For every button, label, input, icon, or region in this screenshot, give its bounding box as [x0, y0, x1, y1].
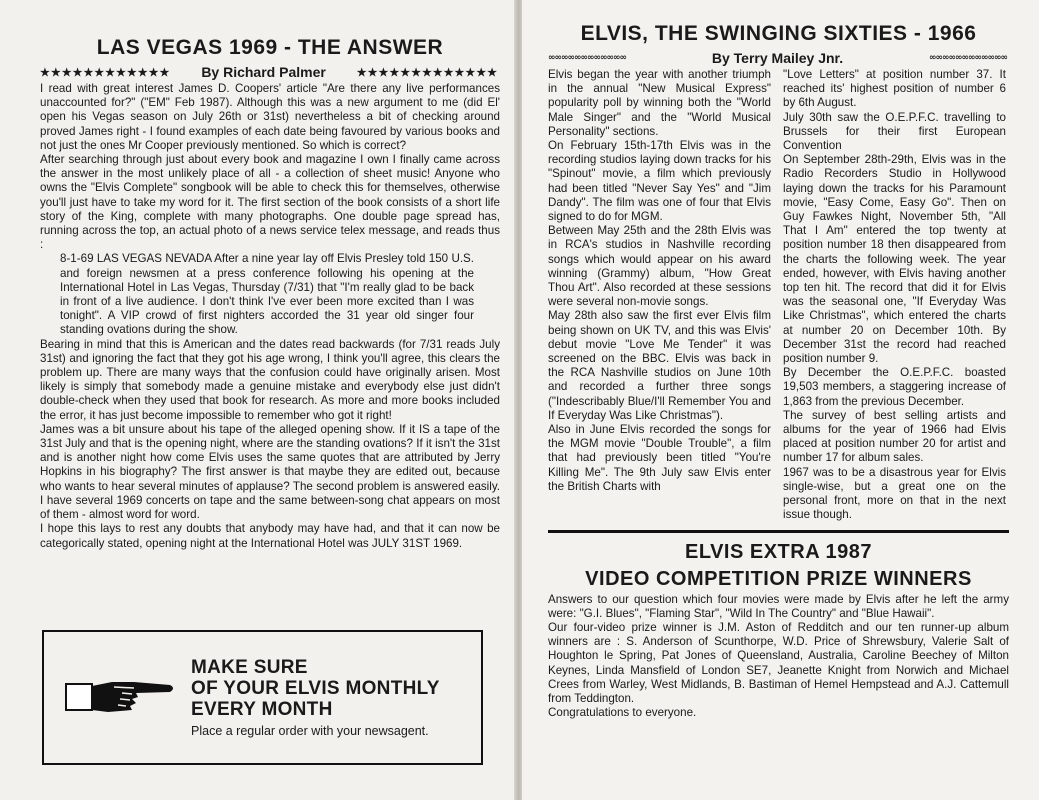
- paragraph: The survey of best selling artists and albums for the year of 1966 had Elvis placed at position number 20 for artist and number 17 for album sales.: [783, 408, 1006, 465]
- stars-decoration-right: ★★★★★★★★★★★★★: [356, 66, 498, 79]
- paragraph: I hope this lays to rest any doubts that anybody may have had, and that it can now be categorically stated, opening night at the International Hotel was JULY 31ST 1969.: [40, 522, 500, 550]
- section-divider: [548, 530, 1009, 533]
- article-title-las-vegas: LAS VEGAS 1969 - THE ANSWER: [96, 36, 444, 59]
- paragraph: Also in June Elvis recorded the songs for the MGM movie "Double Trouble", a film that had previously been titled "You're Killing Me". The 9th July saw Elvis enter the British Charts with: [548, 423, 771, 493]
- byline-row-left: [40, 64, 498, 80]
- competition-subtitle: VIDEO COMPETITION PRIZE WINNERS: [585, 567, 972, 590]
- right-page: [522, 0, 1039, 800]
- telex-quote: 8-1-69 LAS VEGAS NEVADA After a nine year lay off Elvis Presley told 150 U.S. and foreign newsmen at a press conference following his opening at the International Hotel in Las Vegas, Thursday (7/31) that "I'm really glad to be back in front of a live audience. I don't think I've ever been more excited than I was tonight". A VIP crowd of first nighters accorded the 31 year old singer four standing ovations during the show.: [60, 252, 474, 337]
- paragraph: 1967 was to be a disastrous year for Elvis single-wise, but a great one on the personal front, more on that in the next issue though.: [783, 465, 1006, 522]
- paragraph: Elvis began the year with another triumph in the annual "New Musical Express" popularity poll by winning both the "World Male Singer" and the "World Musical Personality" sections.: [548, 68, 771, 138]
- squiggle-decoration-right: ∞∞∞∞∞∞∞∞∞∞∞∞: [929, 53, 1007, 63]
- ad-subtext: Place a regular order with your newsagent.: [191, 724, 429, 738]
- stars-decoration-left: ★★★★★★★★★★★★: [40, 66, 171, 79]
- byline-row-right: [548, 50, 1007, 66]
- advertisement-box: [42, 630, 483, 765]
- article-columns: [548, 68, 1009, 523]
- ad-headline: [191, 657, 440, 720]
- competition-title: ELVIS EXTRA 1987: [685, 540, 872, 563]
- paragraph: Between May 25th and the 28th Elvis was in RCA's studios in Nashville recording songs which would appear on his award winning (Grammy) album, "How Great Thou Art". Also recorded at these sessions were several non-movie songs.: [548, 224, 771, 309]
- paragraph: Bearing in mind that this is American and the dates read backwards (for 7/31 reads July 31st) and ignoring the fact that they got his age wrong, I think you'll agree, this clears the problem up. There are many ways that the confusion could have originally arisen. Most likely is simply that somebody made a genuine mistake and everybody else just didn't double-check when they used that book for research. As more and more books included the error, it has just become impossible to remember who got it right!: [40, 337, 500, 422]
- ad-headline-line: OF YOUR ELVIS MONTHLY: [191, 678, 440, 699]
- paragraph: "Love Letters" at position number 37. It reached its' highest position of number 6 by 6th August.: [783, 68, 1006, 110]
- paragraph: Congratulations to everyone.: [548, 706, 697, 720]
- paragraph: By December the O.E.P.F.C. boasted 19,503 members, a staggering increase of 1,863 from the previous December.: [783, 366, 1006, 408]
- column-1: [548, 68, 771, 523]
- byline-richard-palmer: By Richard Palmer: [201, 64, 326, 80]
- byline-terry-mailey: By Terry Mailey Jnr.: [711, 50, 844, 66]
- paragraph: James was a bit unsure about his tape of the alleged opening show. If it IS a tape of the 31st July and that is the opening night, where are the standing ovations? If it isn't the 31st and is another night how come Elvis uses the same quotes that are attributed by Jerry Hopkins in his biography? The first answer is that maybe they are edited out, because who wants to hear several minutes of applause? The second problem is answered easily. I have several 1969 concerts on tape and the same between-song chat appears on most of them - almost word for word.: [40, 422, 500, 522]
- paragraph: On September 28th-29th, Elvis was in the Radio Recorders Studio in Hollywood laying down the tracks for his Paramount movie, "Easy Come, Easy Go". Then on Guy Fawkes Night, November 5th, "All That I Am" entered the top twenty at position number 18 then disappeared from the charts the following week. The year ended, however, with Elvis having another top ten hit. The record that did it for Elvis was the seasonal one, "If Everyday Was Like Christmas", which entered the charts at number 20 on December 10th. By December 31st the record had reached position number 9.: [783, 153, 1006, 366]
- paragraph: May 28th also saw the first ever Elvis film being shown on UK TV, and this was Elvis' debut movie "Love Me Tender" it was screened on the BBC. Elvis was back in the RCA Nashville studios on June 10th and recorded a further three songs ("Indescribably Blue/I'll Remember You and If Everyday Was Like Christmas").: [548, 309, 771, 422]
- ad-headline-line: MAKE SURE: [191, 657, 308, 678]
- paragraph: On February 15th-17th Elvis was in the recording studios laying down tracks for his "Spinout" movie, a film which previously had been titled "Never Say Yes" and "Jim Dandy". The film was one of four that Elvis signed to do for MGM.: [548, 139, 771, 224]
- paragraph: Our four-video prize winner is J.M. Aston of Redditch and our ten runner-up album winners are : S. Anderson of Scunthorpe, W.D. Price of Shrewsbury, Valerie Salt of Houghton le Spring, Pat Jones of Queensland, Australia, Caroline Beechey of Milton Keynes, Linda Mansfield of London SE7, Jeanette Knight from Norwich and Michael Crees from Warley, West Midlands, B. Bastiman of Hemel Hempstead and A.J. Cattemull from Teddington.: [548, 620, 1009, 705]
- paragraph: I read with great interest James D. Coopers' article "Are there any live performances unaccounted for?" ("EM" Feb 1987). Although this was a new argument to me (did El' open his Vegas season on July 26th or 31st) nevertheless a bit of checking around proved James right - I found examples of each date being favoured by various books and not just the ones Mr Cooper previously mentioned. So which is correct?: [40, 82, 500, 152]
- paragraph: Answers to our question which four movies were made by Elvis after he left the army were: "G.I. Blues", "Flaming Star", "Wild In The Country" and "Blue Hawaii".: [548, 592, 1009, 620]
- ad-headline-line: EVERY MONTH: [191, 699, 333, 720]
- paragraph: After searching through just about every book and magazine I own I finally came across the answer in the most unlikely place of all - a collection of sheet music! Anyone who owns the "Elvis Complete" songbook will be able to check this for themselves, otherwise you'll just have to take my word for it. The first section of the book consists of a short life story of the King, complete with many photographs. One double page spread has, running across the top, an actual photo of a news service telex message, and reads thus :: [40, 153, 500, 252]
- article-title-swinging-sixties: ELVIS, THE SWINGING SIXTIES - 1966: [580, 22, 977, 45]
- squiggle-decoration-left: ∞∞∞∞∞∞∞∞∞∞∞∞: [548, 53, 626, 63]
- paragraph: July 30th saw the O.E.P.F.C. travelling to Brussels for their first European Convention: [783, 110, 1006, 153]
- pointing-hand-icon: [62, 670, 177, 720]
- column-2: [783, 68, 1006, 523]
